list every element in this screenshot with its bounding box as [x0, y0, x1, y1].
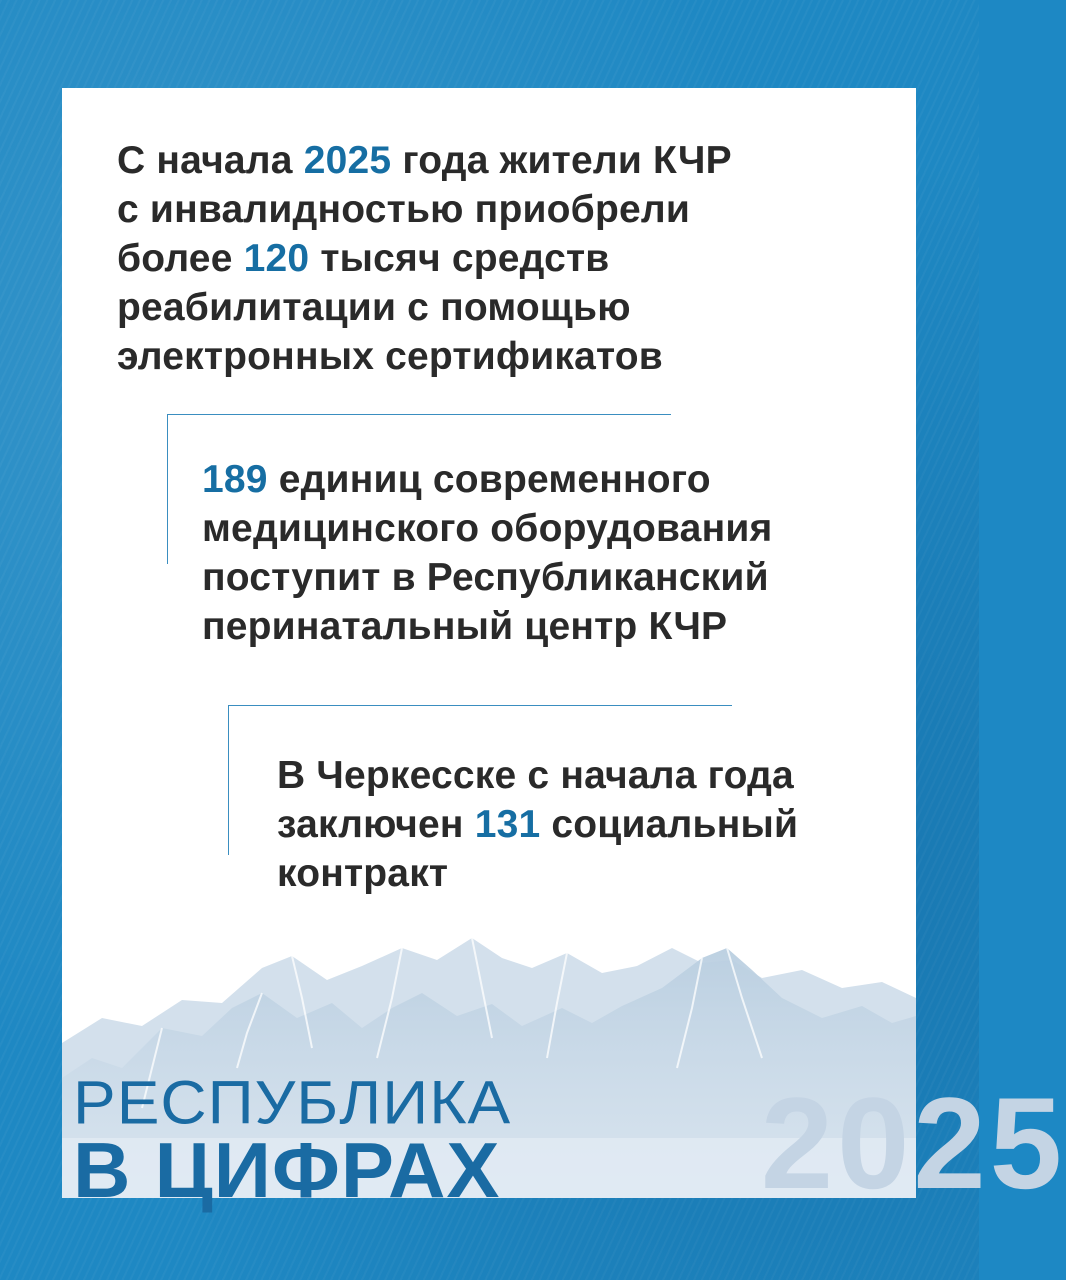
fact-line: электронных сертификатов [117, 335, 663, 378]
highlight-number: 131 [474, 803, 541, 846]
fact-line: контракт [277, 852, 449, 895]
fact-line: более 120 тысяч средств [117, 237, 610, 280]
brand-logo-text [73, 1068, 512, 1214]
brand-title-line-1: РЕСПУБЛИКА [73, 1068, 512, 1137]
fact-social-contracts [277, 751, 798, 898]
fact-line: 189 единиц современного [202, 458, 711, 501]
fact-line: С начала 2025 года жители КЧР [117, 139, 732, 182]
brand-title-line-2: В ЦИФРАХ [73, 1126, 501, 1214]
fact-line: заключен 131 социальный [277, 803, 799, 846]
fact-rehabilitation-certificates [117, 136, 732, 381]
year-watermark: 2025 [760, 1070, 1066, 1216]
bracket-line-left [228, 705, 229, 855]
bracket-line-top [228, 705, 732, 706]
highlight-number: 189 [202, 458, 268, 501]
fact-line: перинатальный центр КЧР [202, 605, 728, 648]
bracket-line-left [167, 414, 168, 564]
fact-line: медицинского оборудования [202, 507, 773, 550]
fact-line: поступит в Республиканский [202, 556, 769, 599]
highlight-number: 120 [243, 237, 310, 280]
fact-medical-equipment [202, 455, 772, 651]
bracket-line-top [167, 414, 671, 415]
highlight-number: 2025 [303, 139, 392, 182]
fact-line: с инвалидностью приобрели [117, 188, 691, 231]
info-card [62, 88, 1066, 1216]
fact-line: реабилитации с помощью [117, 286, 631, 329]
fact-line: В Черкесске с начала года [277, 754, 794, 797]
